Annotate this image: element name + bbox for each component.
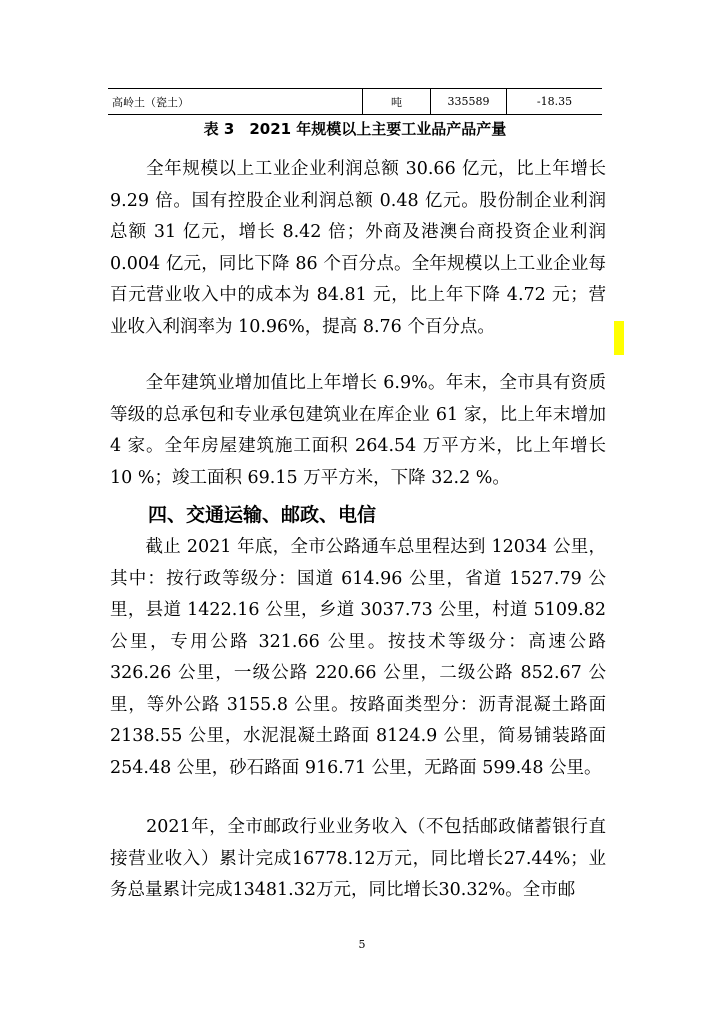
table-row-kaolin — [108, 88, 602, 115]
paragraph-industry-profit: 全年规模以上工业企业利润总额 30.66 亿元，比上年增长 9.29 倍。国有控股企业利润总额 0.48 亿元。股份制企业利润总额 31 亿元，增长 8.42 倍；外商及港澳台商投资企业利润 0.004 亿元，同比下降 86 个百分点。全年规模以上工业企业每百元营业收入中的成本为 84.81 元，比上年下降 4.72 元；营业收入利润率为 10.96%，提高 8.76 个百分点。 — [110, 159, 606, 337]
yellow-highlight-mark — [614, 321, 624, 355]
page-number: 5 — [358, 938, 366, 951]
paragraph-construction: 全年建筑业增加值比上年增长 6.9%。年末，全市具有资质等级的总承包和专业承包建筑业在库企业 61 家，比上年末增加 4 家。全年房屋建筑施工面积 264.54 万平方米，比上年增长 10 %；竣工面积 69.15 万平方米，下降 32.2 %。 — [110, 373, 606, 488]
table-caption: 表 3 2021 年规模以上主要工业品产品产量 — [203, 120, 507, 138]
table-cell-product: 高岭土（瓷土） — [112, 95, 189, 109]
table-cell-unit: 吨 — [362, 89, 430, 114]
section-heading: 四、交通运输、邮政、电信 — [148, 504, 377, 526]
paragraph-roads: 截止 2021 年底，全市公路通车总里程达到 12034 公里，其中：按行政等级分：国道 614.96 公里，省道 1527.79 公里，县道 1422.16 公里，乡道 3037.73 公里，村道 5109.82 公里，专用公路 321.66 公里。按技术等级分：高速公路 326.26 公里，一级公路 220.66 公里，二级公路 852.67 公里，等外公路 3155.8 公里。按路面类型分：沥青混凝土路面 2138.55 公里，水泥混凝土路面 8124.9 公里，简易铺装路面 254.48 公里，砂石路面 916.71 公里，无路面 599.48 公里。 — [110, 537, 606, 778]
table-cell-growth: -18.35 — [506, 89, 602, 114]
paragraph-postal: 2021年，全市邮政行业业务收入（不包括邮政储蓄银行直接营业收入）累计完成16778.12万元，同比增长27.44%；业务总量累计完成13481.32万元，同比增长30.32%。全市邮 — [110, 817, 606, 900]
table-cell-output: 335589 — [430, 89, 506, 114]
